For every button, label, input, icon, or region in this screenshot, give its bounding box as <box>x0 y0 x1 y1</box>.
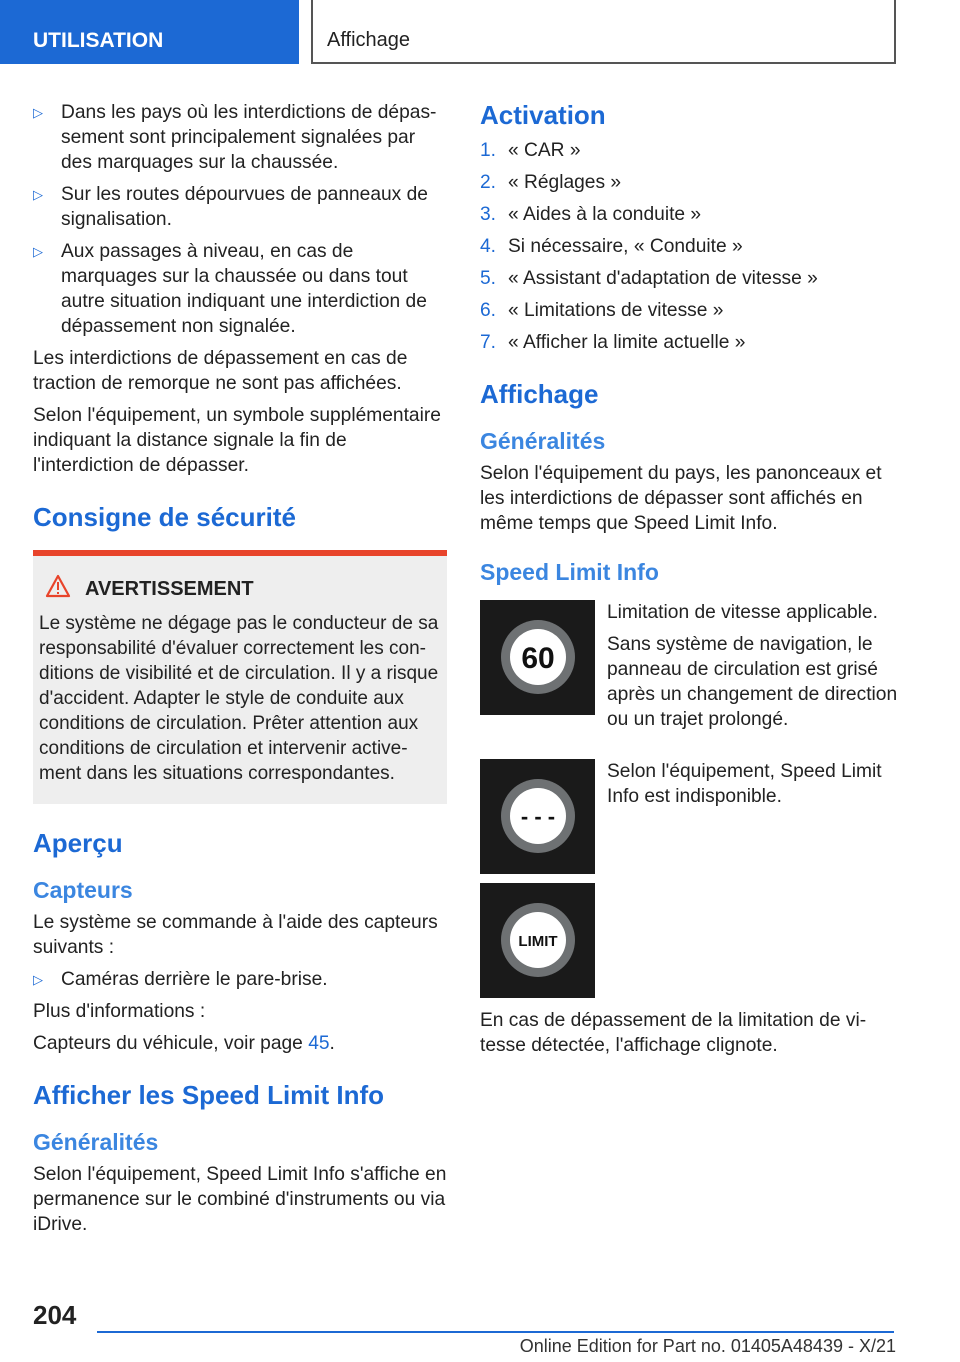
limit-sign-image <box>480 883 595 998</box>
sli-text-1: Limitation de vitesse applicable. <box>607 602 878 623</box>
sli-row-limit <box>480 883 900 998</box>
bullet-triangle-icon: ▷ <box>33 187 43 202</box>
paragraph-trailer: Les interdictions de dépassement en cas de traction de remorque ne sont pas affichées. <box>33 348 408 394</box>
warning-box <box>33 550 447 804</box>
activation-steps <box>480 138 900 355</box>
footer-edition: Online Edition for Part no. 01405A48439 - X/21 <box>519 1336 896 1356</box>
sensors-text: Le système se commande à l'aide des capteurs suivants : <box>33 912 438 958</box>
section-tab: UTILISATION <box>0 0 299 64</box>
general-text-right: Selon l'équipement du pays, les panonceaux et les interdictions de dépasser sont affichés en même temps que Speed Limit Info. <box>480 463 882 534</box>
sli-text-block <box>607 600 900 739</box>
heading-safety: Consigne de sécurité <box>33 502 296 532</box>
heading-display: Affichage <box>480 379 599 409</box>
heading-general: Généralités <box>33 1129 159 1155</box>
sign-60-text: 60 <box>521 642 555 675</box>
list-item: ▷ Dans les pays où les interdictions de dépassement sont principalement signalées par des marquages sur la chaussée. <box>33 102 437 173</box>
step-item: 1. « CAR » <box>480 140 581 161</box>
warning-header <box>39 574 441 605</box>
warning-text: Le système ne dégage pas le conducteur de sa responsabilité d'évaluer correctement les conditions de visibilité et de circulation. Il y a risque d'accident. Adapter le style de conduite aux conditions de circulation. Prêter attention aux conditions de circulation et intervenir activement dans les situations correspondantes. <box>39 613 439 784</box>
step-item: 3. « Aides à la conduite » <box>480 204 702 225</box>
right-column <box>480 100 900 1065</box>
page-header-title: Affichage <box>311 0 896 64</box>
sign-limit-text: LIMIT <box>518 933 558 950</box>
speed-sign-60-image <box>480 600 595 715</box>
heading-sensors: Capteurs <box>33 877 133 903</box>
page-link[interactable]: 45 <box>308 1033 330 1054</box>
step-item: 5. « Assistant d'adaptation de vitesse » <box>480 268 818 289</box>
step-item: 7. « Afficher la limite actuelle » <box>480 332 746 353</box>
sli-row-60 <box>480 600 900 739</box>
heading-display-sli: Afficher les Speed Limit Info <box>33 1080 385 1110</box>
footer-divider <box>97 1331 894 1333</box>
sli-text-block-2 <box>607 759 900 816</box>
sli-text-3: Selon l'équipement, Speed Limit Info est indisponible. <box>607 761 882 807</box>
bullet-triangle-icon: ▷ <box>33 105 43 120</box>
general-text: Selon l'équipement, Speed Limit Info s'affiche en permanence sur le combiné d'instruments ou via iDrive. <box>33 1164 447 1235</box>
final-text: En cas de dépassement de la limitation de vitesse détectée, l'affichage clignote. <box>480 1010 867 1056</box>
step-item: 6. « Limitations de vitesse » <box>480 300 724 321</box>
warning-triangle-icon <box>45 574 73 605</box>
warning-title: AVERTISSEMENT <box>85 578 254 600</box>
step-item: 4. Si nécessaire, « Conduite » <box>480 236 743 257</box>
sli-row-dash <box>480 759 900 874</box>
heading-general-right: Généralités <box>480 428 606 454</box>
page-reference: Capteurs du véhicule, voir page 45. <box>33 1033 335 1054</box>
list-item: ▷ Sur les routes dépourvues de panneaux de signalisation. <box>33 184 428 230</box>
heading-overview: Aperçu <box>33 828 123 858</box>
list-item: ▷ Aux passages à niveau, en cas de marquages sur la chaussée ou dans tout autre situation indiquant une interdiction de dépassement non signalée. <box>33 241 427 337</box>
heading-activation: Activation <box>480 100 606 130</box>
more-info-label: Plus d'informations : <box>33 1001 206 1022</box>
sign-dash-text: - - - <box>520 804 556 829</box>
heading-speed-limit-info: Speed Limit Info <box>480 559 659 585</box>
left-column <box>33 100 447 1244</box>
sli-text-2: Sans système de navigation, le panneau de circulation est grisé après un changement de direction ou un trajet prolongé. <box>607 634 898 730</box>
step-item: 2. « Réglages » <box>480 172 622 193</box>
speed-sign-unavailable-image <box>480 759 595 874</box>
bullet-triangle-icon: ▷ <box>33 244 43 259</box>
list-item: ▷ Caméras derrière le pare-brise. <box>33 969 328 990</box>
page-number: 204 <box>33 1300 77 1330</box>
paragraph-symbol: Selon l'équipement, un symbole supplémentaire indiquant la distance signale la fin de l'interdiction de dépasser. <box>33 405 441 476</box>
bullet-triangle-icon: ▷ <box>33 972 43 987</box>
